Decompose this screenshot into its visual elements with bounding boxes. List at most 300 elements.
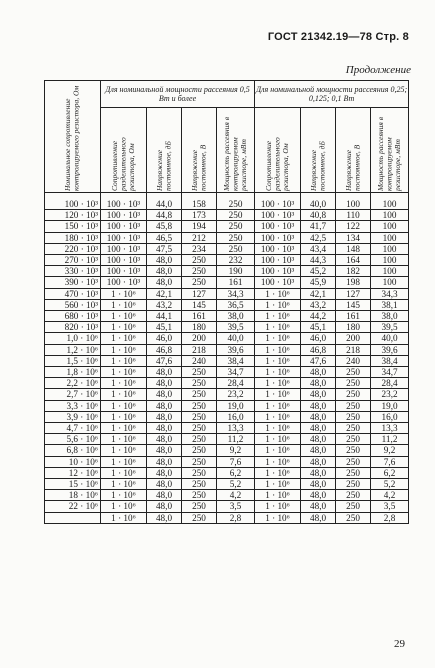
group-header-025w: Для номинальной мощности рассеяния 0,25; 0,125; 0,1 Вт: [255, 81, 409, 108]
table-cell: 161: [182, 311, 217, 322]
table-row: [45, 501, 409, 512]
table-cell: 19,0: [217, 400, 255, 411]
table-cell: 250: [182, 400, 217, 411]
table-cell: 100: [371, 193, 409, 210]
table-cell: 100 · 10³: [101, 277, 147, 288]
table-cell: 48,0: [301, 423, 336, 434]
table-cell: 250: [182, 434, 217, 445]
table-cell: 240: [336, 355, 371, 366]
table-cell: 1 · 10⁶: [101, 411, 147, 422]
group-header-05w: Для номинальной мощности рассеяния 0,5 Вт и более: [101, 81, 255, 108]
table-row: [45, 288, 409, 299]
table-cell: 250: [182, 479, 217, 490]
table-cell: 100: [371, 277, 409, 288]
table-cell: 100: [371, 210, 409, 221]
table-cell: 38,0: [371, 311, 409, 322]
table-cell: 3,3 · 10⁶: [45, 400, 101, 411]
table-cell: 1 · 10⁶: [255, 367, 301, 378]
table-cell: 250: [182, 367, 217, 378]
table-cell: 2,8: [371, 512, 409, 523]
table-cell: 1 · 10⁶: [101, 456, 147, 467]
table-cell: 1 · 10⁶: [101, 378, 147, 389]
table-cell: 1,8 · 10⁶: [45, 367, 101, 378]
table-cell: 250: [182, 445, 217, 456]
table-cell: 3,5: [217, 501, 255, 512]
table-cell: 43,2: [147, 299, 182, 310]
table-cell: 34,3: [217, 288, 255, 299]
table-cell: 250: [336, 479, 371, 490]
table-cell: 127: [336, 288, 371, 299]
table-cell: 48,0: [147, 423, 182, 434]
table-row: [45, 255, 409, 266]
table-cell: 100 · 10³: [255, 277, 301, 288]
table-cell: 48,0: [301, 456, 336, 467]
table-cell: 48,0: [301, 389, 336, 400]
table-cell: 250: [336, 467, 371, 478]
table-cell: 1 · 10⁶: [255, 378, 301, 389]
table-cell: 122: [336, 221, 371, 232]
table-cell: 134: [336, 232, 371, 243]
table-cell: 1 · 10⁶: [101, 467, 147, 478]
table-cell: 150 · 10³: [45, 221, 101, 232]
table-cell: 100 · 10³: [255, 193, 301, 210]
table-cell: 1 · 10⁶: [255, 512, 301, 523]
table-cell: 1 · 10⁶: [101, 389, 147, 400]
table-cell: 100 · 10³: [255, 210, 301, 221]
table-row: [45, 456, 409, 467]
subheader-power-mw: Мощность рассеяния в контролируемом резисторе, мВт: [217, 108, 255, 193]
table-cell: 23,2: [371, 389, 409, 400]
table-cell: 250: [182, 490, 217, 501]
table-cell: 5,6 · 10⁶: [45, 434, 101, 445]
table-row: [45, 232, 409, 243]
table-row: [45, 266, 409, 277]
table-cell: 1 · 10⁶: [101, 445, 147, 456]
table-cell: 45,1: [301, 322, 336, 333]
table-cell: 190: [217, 266, 255, 277]
table-cell: 120 · 10³: [45, 210, 101, 221]
table-cell: 820 · 10³: [45, 322, 101, 333]
table-cell: 250: [182, 389, 217, 400]
table-cell: 232: [217, 255, 255, 266]
table-cell: 145: [182, 299, 217, 310]
page-number: 29: [394, 638, 405, 650]
table-row: [45, 378, 409, 389]
table-cell: 250: [182, 456, 217, 467]
table-cell: 19,0: [371, 400, 409, 411]
table-cell: 250: [217, 210, 255, 221]
table-cell: [45, 512, 101, 523]
table-cell: 250: [336, 378, 371, 389]
table-cell: 39,6: [371, 344, 409, 355]
table-cell: 100 · 10³: [101, 243, 147, 254]
subheader-voltage-db-2: Напряжение постоянное, дБ: [301, 108, 336, 193]
table-cell: 250: [336, 411, 371, 422]
table-cell: 3,9 · 10⁶: [45, 411, 101, 422]
table-cell: 100 · 10³: [101, 232, 147, 243]
table-row: [45, 221, 409, 232]
table-cell: 44,1: [147, 311, 182, 322]
table-cell: 48,0: [147, 277, 182, 288]
table-cell: 100 · 10³: [101, 221, 147, 232]
table-cell: 48,0: [147, 400, 182, 411]
table-row: [45, 367, 409, 378]
table-cell: 220 · 10³: [45, 243, 101, 254]
table-cell: 240: [182, 355, 217, 366]
table-cell: 100 · 10³: [101, 266, 147, 277]
table-cell: 5,2: [217, 479, 255, 490]
table-cell: 45,8: [147, 221, 182, 232]
table-cell: 48,0: [301, 479, 336, 490]
table-cell: 250: [217, 232, 255, 243]
subheader-separating-resistance-2: Сопротивление разделительного резистора, Ом: [255, 108, 301, 193]
table-cell: 1 · 10⁶: [255, 467, 301, 478]
table-cell: 48,0: [147, 479, 182, 490]
table-cell: 4,2: [217, 490, 255, 501]
table-cell: 7,6: [371, 456, 409, 467]
table-cell: 250: [182, 512, 217, 523]
table-cell: 250: [336, 490, 371, 501]
table-cell: 1 · 10⁶: [101, 434, 147, 445]
table-cell: 1 · 10⁶: [255, 479, 301, 490]
table-cell: 148: [336, 243, 371, 254]
table-cell: 2,2 · 10⁶: [45, 378, 101, 389]
table-cell: 34,7: [371, 367, 409, 378]
table-cell: 13,3: [217, 423, 255, 434]
table-cell: 47,6: [147, 355, 182, 366]
table-cell: 173: [182, 210, 217, 221]
table-cell: 250: [217, 221, 255, 232]
table-cell: 470 · 10³: [45, 288, 101, 299]
table-cell: 250: [217, 243, 255, 254]
table-cell: 6,2: [217, 467, 255, 478]
table-cell: 250: [336, 456, 371, 467]
table-cell: 250: [336, 512, 371, 523]
subheader-voltage-db: Напряжение постоянное, дБ: [147, 108, 182, 193]
table-cell: 250: [182, 255, 217, 266]
table-cell: 100 · 10³: [255, 243, 301, 254]
table-cell: 40,0: [217, 333, 255, 344]
table-cell: 11,2: [217, 434, 255, 445]
table-cell: 1,5 · 10⁶: [45, 355, 101, 366]
table-cell: 1 · 10⁶: [101, 333, 147, 344]
table-cell: 48,0: [147, 456, 182, 467]
table-cell: 48,0: [147, 467, 182, 478]
table-row: [45, 193, 409, 210]
table-cell: 34,7: [217, 367, 255, 378]
table-cell: 46,0: [147, 333, 182, 344]
table-cell: 250: [336, 367, 371, 378]
data-table: [44, 80, 409, 524]
table-row: [45, 210, 409, 221]
table-row: [45, 311, 409, 322]
table-cell: 1 · 10⁶: [255, 490, 301, 501]
table-cell: 48,0: [147, 266, 182, 277]
table-row: [45, 355, 409, 366]
table-cell: 38,4: [371, 355, 409, 366]
table-cell: 48,0: [147, 490, 182, 501]
table-cell: 100: [371, 232, 409, 243]
table-row: [45, 434, 409, 445]
table-cell: 250: [336, 434, 371, 445]
subheader-voltage-v-2: Напряжение постоянное, В: [336, 108, 371, 193]
table-cell: 250: [182, 467, 217, 478]
table-row: [45, 423, 409, 434]
table-cell: 1 · 10⁶: [255, 434, 301, 445]
table-cell: 9,2: [217, 445, 255, 456]
table-cell: 250: [182, 501, 217, 512]
table-cell: 200: [336, 333, 371, 344]
table-cell: 48,0: [147, 434, 182, 445]
table-cell: 1 · 10⁶: [101, 355, 147, 366]
table-cell: 560 · 10³: [45, 299, 101, 310]
table-cell: 100: [336, 193, 371, 210]
table-row: [45, 490, 409, 501]
table-cell: 100 · 10³: [255, 232, 301, 243]
subheader-power-mw-2: Мощность рассеяния в контролируемом резисторе, мВт: [371, 108, 409, 193]
table-cell: 47,5: [147, 243, 182, 254]
table-cell: 250: [182, 378, 217, 389]
table-cell: 1 · 10⁶: [101, 311, 147, 322]
page-header: ГОСТ 21342.19—78 Стр. 8: [267, 31, 409, 43]
table-cell: 250: [336, 400, 371, 411]
table-cell: 9,2: [371, 445, 409, 456]
table-cell: 234: [182, 243, 217, 254]
table-cell: 100: [371, 243, 409, 254]
table-cell: 48,0: [301, 467, 336, 478]
continuation-label: Продолжение: [345, 64, 411, 76]
subheader-voltage-v: Напряжение постоянное, В: [182, 108, 217, 193]
table-row: [45, 411, 409, 422]
table-cell: 43,4: [301, 243, 336, 254]
table-cell: 42,1: [147, 288, 182, 299]
table-cell: 4,2: [371, 490, 409, 501]
table-cell: 250: [336, 389, 371, 400]
table-cell: 10 · 10⁶: [45, 456, 101, 467]
table-cell: 48,0: [147, 389, 182, 400]
table-cell: 48,0: [301, 367, 336, 378]
table-row: [45, 479, 409, 490]
table-cell: 6,8 · 10⁶: [45, 445, 101, 456]
table-cell: 48,0: [301, 501, 336, 512]
table-body: [45, 193, 409, 524]
table-row: [45, 322, 409, 333]
table-row: [45, 243, 409, 254]
table-cell: 44,8: [147, 210, 182, 221]
table-cell: 48,0: [147, 512, 182, 523]
table-cell: 44,3: [301, 255, 336, 266]
table-cell: 42,1: [301, 288, 336, 299]
table-cell: 45,2: [301, 266, 336, 277]
table-cell: 39,6: [217, 344, 255, 355]
table-cell: 40,0: [371, 333, 409, 344]
table-cell: 48,0: [301, 434, 336, 445]
table-cell: 1 · 10⁶: [101, 512, 147, 523]
table-row: [45, 445, 409, 456]
table-cell: 45,1: [147, 322, 182, 333]
table-row: [45, 389, 409, 400]
table-cell: 48,0: [147, 501, 182, 512]
table-cell: 46,5: [147, 232, 182, 243]
table-cell: 1 · 10⁶: [101, 490, 147, 501]
table-cell: 18 · 10⁶: [45, 490, 101, 501]
table-cell: 1 · 10⁶: [255, 299, 301, 310]
table-cell: 1 · 10⁶: [255, 344, 301, 355]
table-cell: 194: [182, 221, 217, 232]
table-cell: 1,0 · 10⁶: [45, 333, 101, 344]
table-cell: 48,0: [301, 512, 336, 523]
table-cell: 161: [336, 311, 371, 322]
subheader-separating-resistance: Сопротивление разделительного резистора, Ом: [101, 108, 147, 193]
table-cell: 145: [336, 299, 371, 310]
table-cell: 250: [336, 423, 371, 434]
table-cell: 127: [182, 288, 217, 299]
table-cell: 38,0: [217, 311, 255, 322]
table-cell: 1 · 10⁶: [255, 355, 301, 366]
table-cell: 250: [336, 445, 371, 456]
table-cell: 39,5: [371, 322, 409, 333]
table-cell: 212: [182, 232, 217, 243]
table-cell: 2,7 · 10⁶: [45, 389, 101, 400]
table-cell: 1 · 10⁶: [255, 445, 301, 456]
table-cell: 7,6: [217, 456, 255, 467]
table-cell: 40,0: [301, 193, 336, 210]
table-cell: 16,0: [371, 411, 409, 422]
table-cell: 1 · 10⁶: [255, 501, 301, 512]
table-cell: 250: [182, 411, 217, 422]
table-cell: 218: [336, 344, 371, 355]
table-cell: 42,5: [301, 232, 336, 243]
table-cell: 6,2: [371, 467, 409, 478]
table-cell: 48,0: [147, 255, 182, 266]
table-row: [45, 512, 409, 523]
table-cell: 1 · 10⁶: [101, 288, 147, 299]
table-cell: 330 · 10³: [45, 266, 101, 277]
table-cell: 1 · 10⁶: [101, 479, 147, 490]
table-cell: 100 · 10³: [101, 193, 147, 210]
table-cell: 40,8: [301, 210, 336, 221]
table-cell: 180: [182, 322, 217, 333]
table-cell: 100: [371, 266, 409, 277]
table-row: [45, 344, 409, 355]
table-cell: 250: [182, 266, 217, 277]
table-cell: 100 · 10³: [255, 266, 301, 277]
table-cell: 48,0: [147, 378, 182, 389]
table-cell: 250: [336, 501, 371, 512]
table-cell: 28,4: [371, 378, 409, 389]
table-cell: 1 · 10⁶: [255, 322, 301, 333]
table-cell: 198: [336, 277, 371, 288]
table-cell: 16,0: [217, 411, 255, 422]
table-cell: 4,7 · 10⁶: [45, 423, 101, 434]
table-cell: 164: [336, 255, 371, 266]
table-cell: 1 · 10⁶: [255, 389, 301, 400]
table-cell: 5,2: [371, 479, 409, 490]
table-cell: 100: [371, 255, 409, 266]
table-cell: 250: [182, 423, 217, 434]
table-cell: 1 · 10⁶: [255, 411, 301, 422]
table-cell: 48,0: [301, 378, 336, 389]
table-cell: 1 · 10⁶: [101, 400, 147, 411]
table-cell: 158: [182, 193, 217, 210]
table-cell: 45,9: [301, 277, 336, 288]
table-cell: 44,0: [147, 193, 182, 210]
table-cell: 28,4: [217, 378, 255, 389]
table-cell: 38,4: [217, 355, 255, 366]
table-cell: 100 · 10³: [255, 221, 301, 232]
table-cell: 48,0: [147, 445, 182, 456]
table-row: [45, 299, 409, 310]
table-cell: 11,2: [371, 434, 409, 445]
table-cell: 1 · 10⁶: [101, 344, 147, 355]
table-cell: 2,8: [217, 512, 255, 523]
table-cell: 390 · 10³: [45, 277, 101, 288]
table-cell: 15 · 10⁶: [45, 479, 101, 490]
table-cell: 100 · 10³: [101, 210, 147, 221]
table-cell: 39,5: [217, 322, 255, 333]
table-cell: 48,0: [301, 400, 336, 411]
table-cell: 48,0: [301, 411, 336, 422]
table-cell: 250: [217, 193, 255, 210]
table-cell: 46,8: [147, 344, 182, 355]
table-cell: 1 · 10⁶: [255, 423, 301, 434]
table-row: [45, 277, 409, 288]
table-cell: 161: [217, 277, 255, 288]
table-cell: 23,2: [217, 389, 255, 400]
table-cell: 182: [336, 266, 371, 277]
table-cell: 218: [182, 344, 217, 355]
table-cell: 100: [371, 221, 409, 232]
table-cell: 1 · 10⁶: [101, 322, 147, 333]
table-cell: 1 · 10⁶: [255, 456, 301, 467]
table-row: [45, 400, 409, 411]
table-cell: 680 · 10³: [45, 311, 101, 322]
table-cell: 36,5: [217, 299, 255, 310]
table-cell: 48,0: [301, 490, 336, 501]
table-cell: 1 · 10⁶: [255, 333, 301, 344]
table-cell: 48,0: [301, 445, 336, 456]
table-cell: 3,5: [371, 501, 409, 512]
table-cell: 43,2: [301, 299, 336, 310]
table-cell: 46,0: [301, 333, 336, 344]
table-cell: 34,3: [371, 288, 409, 299]
table-cell: 180 · 10³: [45, 232, 101, 243]
table-cell: 47,6: [301, 355, 336, 366]
table-cell: 13,3: [371, 423, 409, 434]
table-cell: 180: [336, 322, 371, 333]
column-header-nominal-resistance: Номинальное сопротивление контролируемого резистора, Ом: [45, 81, 101, 193]
table-cell: 1 · 10⁶: [101, 501, 147, 512]
table-cell: 48,0: [147, 367, 182, 378]
table-cell: 22 · 10⁶: [45, 501, 101, 512]
table-cell: 250: [182, 277, 217, 288]
table-cell: 270 · 10³: [45, 255, 101, 266]
table-cell: 110: [336, 210, 371, 221]
table-cell: 44,2: [301, 311, 336, 322]
table-cell: 1,2 · 10⁶: [45, 344, 101, 355]
table-cell: 1 · 10⁶: [255, 311, 301, 322]
table-cell: 1 · 10⁶: [101, 367, 147, 378]
table-row: [45, 333, 409, 344]
table-cell: 1 · 10⁶: [255, 288, 301, 299]
table-cell: 48,0: [147, 411, 182, 422]
table-cell: 12 · 10⁶: [45, 467, 101, 478]
table-cell: 1 · 10⁶: [255, 400, 301, 411]
table-cell: 46,8: [301, 344, 336, 355]
table-cell: 100 · 10³: [101, 255, 147, 266]
table-cell: 1 · 10⁶: [101, 299, 147, 310]
table-cell: 100 · 10³: [255, 255, 301, 266]
